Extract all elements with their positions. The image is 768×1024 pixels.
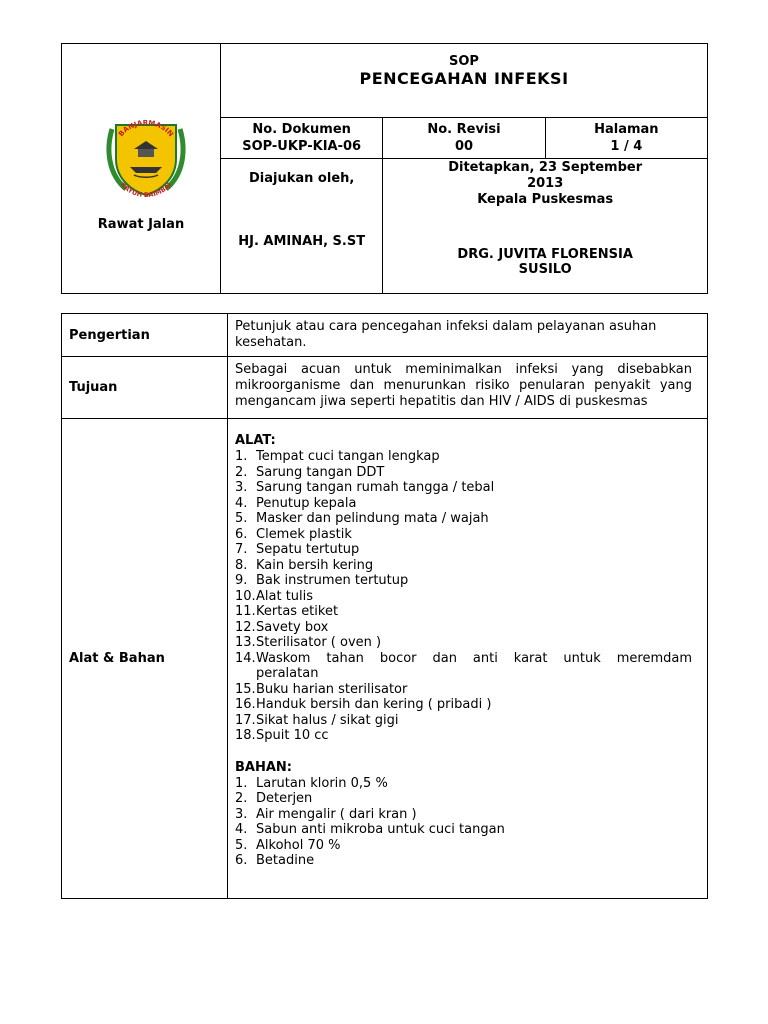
sop-content-table bbox=[61, 313, 708, 899]
list-item-number: 6. bbox=[235, 853, 248, 868]
svg-text:KAYUH BAIMBAI: KAYUH BAIMBAI bbox=[118, 180, 174, 197]
list-item-number: 6. bbox=[235, 526, 248, 542]
list-item bbox=[235, 465, 692, 481]
page-label: Halaman bbox=[594, 122, 659, 138]
list-item-number: 18. bbox=[235, 728, 256, 743]
list-item bbox=[235, 713, 692, 729]
list-item bbox=[235, 728, 692, 744]
list-item-number: 5. bbox=[235, 511, 248, 526]
title-cell bbox=[221, 44, 708, 118]
list-item bbox=[235, 573, 692, 589]
list-item-text: Deterjen bbox=[256, 791, 313, 806]
list-item bbox=[235, 527, 692, 543]
list-item-number: 17. bbox=[235, 712, 256, 728]
list-item-text: Masker dan pelindung mata / wajah bbox=[256, 511, 489, 526]
list-item-text: Sabun anti mikroba untuk cuci tangan bbox=[256, 822, 505, 837]
list-item bbox=[235, 604, 692, 620]
list-item-text: Penutup kepala bbox=[256, 495, 357, 511]
list-item bbox=[235, 558, 692, 574]
list-item bbox=[235, 620, 692, 636]
list-item-text: Buku harian sterilisator bbox=[256, 681, 408, 697]
sop-title: PENCEGAHAN INFEKSI bbox=[359, 69, 569, 89]
approved-by-cell bbox=[383, 159, 708, 294]
page-value: 1 / 4 bbox=[610, 139, 643, 155]
list-item-text: Air mengalir ( dari kran ) bbox=[256, 806, 417, 822]
tujuan-text: Sebagai acuan untuk meminimalkan infeksi yang disebabkan mikroorganisme dan menurunkan risiko penularan penyakit yang mengancam jiwa seperti hepatitis dan HIV / AIDS di puskesmas bbox=[228, 357, 708, 419]
list-item-text: Bak instrumen tertutup bbox=[256, 573, 409, 588]
list-item-text: Kain bersih kering bbox=[256, 557, 374, 573]
list-item-text-continued: peralatan bbox=[256, 666, 319, 681]
list-item bbox=[235, 511, 692, 527]
document-number-cell bbox=[221, 118, 383, 159]
row-tujuan bbox=[62, 357, 708, 419]
approval-year: 2013 bbox=[527, 176, 564, 192]
list-item-text: Sikat halus / sikat gigi bbox=[256, 712, 399, 728]
list-item bbox=[235, 807, 692, 823]
list-item-number: 2. bbox=[235, 791, 248, 806]
list-item bbox=[235, 496, 692, 512]
list-item-number: 8. bbox=[235, 557, 248, 573]
list-item-text: Tempat cuci tangan lengkap bbox=[256, 449, 440, 464]
list-item-number: 2. bbox=[235, 464, 248, 480]
list-item-number: 16. bbox=[235, 697, 256, 712]
list-item-number: 15. bbox=[235, 681, 256, 697]
alat-bahan-content bbox=[228, 419, 708, 899]
approval-block bbox=[383, 160, 707, 208]
list-item bbox=[235, 791, 692, 807]
list-item bbox=[235, 822, 692, 838]
list-item-number: 14. bbox=[235, 650, 256, 666]
banjarmasin-logo bbox=[104, 119, 188, 197]
row-alat-bahan bbox=[62, 419, 708, 899]
submitted-by-cell bbox=[221, 159, 383, 294]
list-item bbox=[235, 651, 692, 682]
city-emblem-icon bbox=[104, 119, 188, 197]
list-item bbox=[235, 682, 692, 698]
bahan-list bbox=[235, 776, 692, 869]
approver-title: Kepala Puskesmas bbox=[477, 192, 614, 208]
unit-name: Rawat Jalan bbox=[97, 217, 185, 232]
list-item bbox=[235, 853, 692, 869]
list-item-number: 12. bbox=[235, 619, 256, 635]
list-item-number: 1. bbox=[235, 775, 248, 791]
list-item-text: Sarung tangan rumah tangga / tebal bbox=[256, 480, 495, 495]
approver-name: DRG. JUVITA FLORENSIA SUSILO bbox=[457, 247, 633, 278]
list-item-number: 3. bbox=[235, 480, 248, 495]
revision-cell bbox=[383, 118, 545, 159]
alat-heading: ALAT: bbox=[235, 433, 276, 448]
list-item bbox=[235, 697, 692, 713]
list-item-text: Sepatu tertutup bbox=[256, 542, 360, 557]
list-item-text: Spuit 10 cc bbox=[256, 728, 329, 743]
alat-list bbox=[235, 449, 692, 744]
list-item-number: 10. bbox=[235, 588, 256, 604]
svg-text:BANJARMASIN: BANJARMASIN bbox=[117, 119, 175, 139]
list-item bbox=[235, 589, 692, 605]
list-item-number: 9. bbox=[235, 573, 248, 588]
list-item-number: 1. bbox=[235, 449, 248, 464]
pengertian-text: Petunjuk atau cara pencegahan infeksi dalam pelayanan asuhan kesehatan. bbox=[228, 314, 708, 357]
sop-label: SOP bbox=[449, 54, 479, 70]
list-item bbox=[235, 776, 692, 792]
logo-cell bbox=[62, 44, 221, 294]
list-item-text: Clemek plastik bbox=[256, 526, 352, 542]
list-item-text: Larutan klorin 0,5 % bbox=[256, 775, 388, 791]
list-item-text: Betadine bbox=[256, 853, 315, 868]
list-item-text: Kertas etiket bbox=[256, 604, 339, 619]
list-item-text: Handuk bersih dan kering ( pribadi ) bbox=[256, 697, 492, 712]
list-item-text: Sarung tangan DDT bbox=[256, 464, 385, 480]
list-item-number: 11. bbox=[235, 604, 256, 619]
list-item-text: Sterilisator ( oven ) bbox=[256, 635, 382, 650]
list-item bbox=[235, 449, 692, 465]
list-item-text: Savety box bbox=[256, 619, 329, 635]
page-cell bbox=[545, 118, 707, 159]
revision-value: 00 bbox=[454, 139, 474, 155]
document-number-value: SOP-UKP-KIA-06 bbox=[242, 139, 362, 155]
alat-bahan-label: Alat & Bahan bbox=[62, 419, 228, 899]
list-item-number: 5. bbox=[235, 837, 248, 853]
submitted-by-name: HJ. AMINAH, S.ST bbox=[238, 234, 366, 250]
list-item-text: Alkohol 70 % bbox=[256, 837, 341, 853]
list-item-number: 4. bbox=[235, 822, 248, 837]
submitted-by-label: Diajukan oleh, bbox=[249, 171, 355, 187]
list-item-number: 3. bbox=[235, 806, 248, 822]
approval-date: Ditetapkan, 23 September bbox=[448, 160, 643, 176]
sop-header-table bbox=[61, 43, 708, 294]
list-item-text: Alat tulis bbox=[256, 588, 314, 604]
list-item-number: 7. bbox=[235, 542, 248, 557]
list-item-number: 4. bbox=[235, 495, 248, 511]
list-item-number: 13. bbox=[235, 635, 256, 650]
pengertian-label: Pengertian bbox=[62, 314, 228, 357]
list-item-text: Waskom tahan bocor dan anti karat untuk meremdam bbox=[256, 650, 692, 666]
row-pengertian bbox=[62, 314, 708, 357]
list-item bbox=[235, 635, 692, 651]
revision-label: No. Revisi bbox=[427, 122, 501, 138]
document-number-label: No. Dokumen bbox=[252, 122, 351, 138]
bahan-heading: BAHAN: bbox=[235, 759, 292, 775]
list-item bbox=[235, 480, 692, 496]
list-item bbox=[235, 542, 692, 558]
list-item bbox=[235, 838, 692, 854]
tujuan-label: Tujuan bbox=[62, 357, 228, 419]
